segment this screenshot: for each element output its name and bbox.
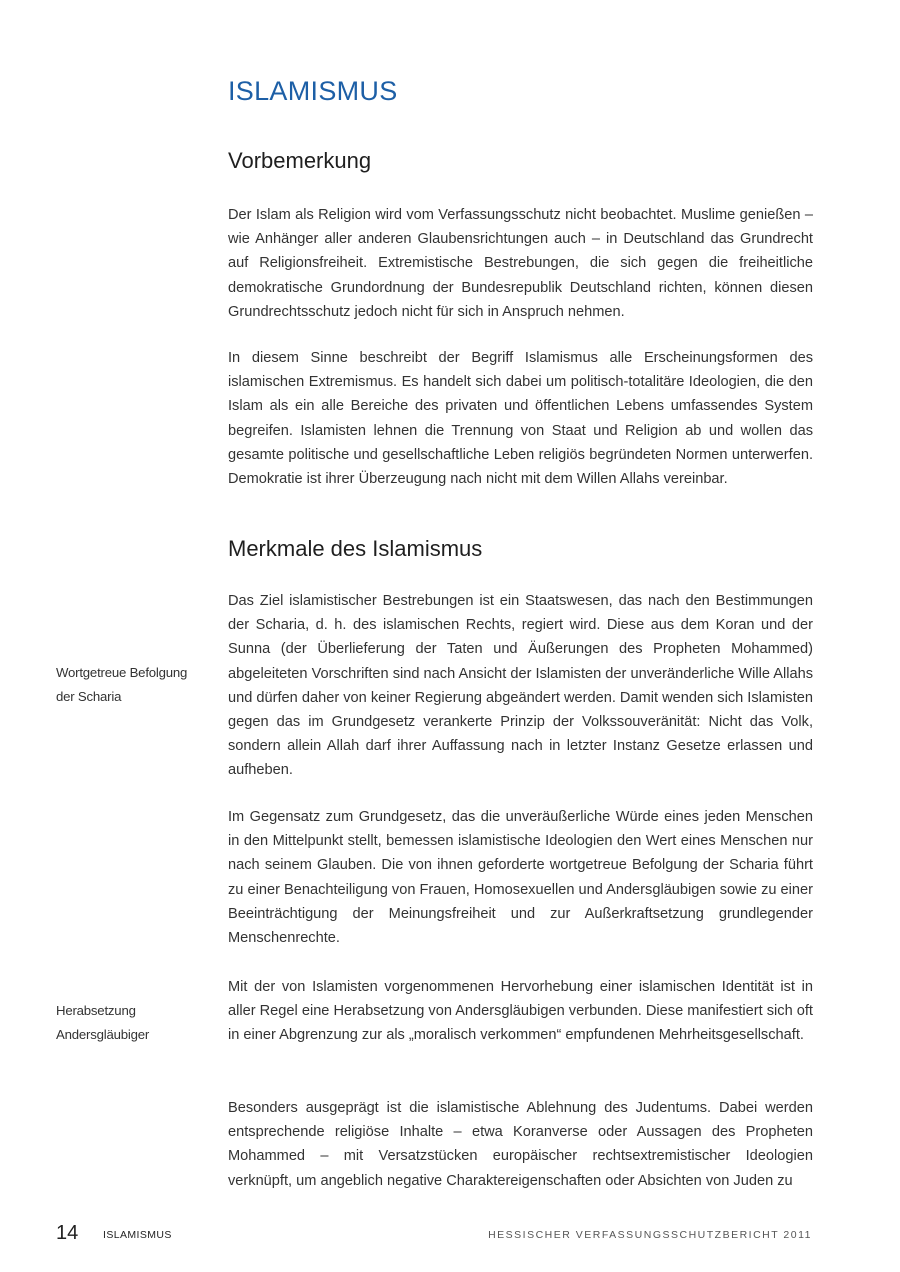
margin-note-scharia xyxy=(56,661,206,709)
section-heading-merkmale: Merkmale des Islamismus xyxy=(228,536,483,561)
paragraph: Im Gegensatz zum Grundgesetz, das die unveräußerliche Würde eines jeden Menschen in den Mittelpunkt stellt, bemessen islamistische Ideologien den Wert eines Menschen nur nach seinem Glauben. Die von ihnen geforderte wortgetreue Befolgung der Scharia führt zu einer Benachteiligung von Frauen, Homosexuellen und Andersgläubigen sowie zu einer Beeinträchtigung der Meinungsfreiheit und zur Außerkraftsetzung grundlegender Menschenrechte. xyxy=(228,809,813,947)
page-number: 14 xyxy=(56,1222,79,1244)
margin-note-herabsetzung xyxy=(56,999,206,1047)
chapter-title: ISLAMISMUS xyxy=(228,76,398,106)
margin-note-line: Herabsetzung xyxy=(56,1003,136,1018)
page-footer xyxy=(0,1222,900,1252)
paragraph: Mit der von Islamisten vorgenommenen Hervorhebung einer islamischen Identität ist in aller Regel eine Herabsetzung von Andersgläubigen verbunden. Diese manifestiert sich oft in einer Abgrenzung zur als „moralisch verkommen“ empfundenen Mehrheitsgesellschaft. xyxy=(228,979,813,1044)
paragraph: In diesem Sinne beschreibt der Begriff Islamismus alle Erscheinungsformen des islamischen Extremismus. Es handelt sich dabei um politisch-totalitäre Ideologien, die den Islam als ein alle Bereiche des privaten und öffentlichen Lebens umfassendes System begreifen. Islamisten lehnen die Trennung von Staat und Religion ab und wollen das gesamte politische und gesellschaftliche Leben religiös begründeten Normen unterwerfen. Demokratie ist ihrer Überzeugung nach nicht mit dem Willen Allahs vereinbar. xyxy=(228,350,813,488)
margin-note-line: Andersgläubiger xyxy=(56,1026,150,1042)
paragraph: Besonders ausgeprägt ist die islamistische Ablehnung des Judentums. Dabei werden entsprechende religiöse Inhalte – etwa Koranverse oder Aussagen des Propheten Mohammed – mit Versatzstücken europäischer rechtsextremistischer Ideologien verknüpft, um angeblich negative Charaktereigenschaften oder Absichten von Juden zu xyxy=(228,1100,813,1189)
margin-note-line: Wortgetreue Befolgung xyxy=(56,665,188,680)
paragraph: Der Islam als Religion wird vom Verfassungsschutz nicht beobachtet. Muslime genießen – wie Anhänger aller anderen Glaubensrichtungen auch – in Deutschland das Grundrecht auf Religionsfreiheit. Extremistische Bestrebungen, die sich gegen die freiheitliche demokratische Grundordnung der Bundesrepublik Deutschland richten, können diesen Grundrechtsschutz jedoch nicht für sich in Anspruch nehmen. xyxy=(228,207,813,320)
paragraph: Das Ziel islamistischer Bestrebungen ist ein Staatswesen, das nach den Bestimmungen der Scharia, d. h. des islamischen Rechts, regiert wird. Diese aus dem Koran und der Sunna (der Überlieferung der Taten und Äußerungen des Propheten Mohammed) abgeleiteten Vorschriften sind nach Ansicht der Islamisten der unveränderliche Wille Allahs und dürfen daher von keiner Regierung abgeändert werden. Damit wenden sich Islamisten gegen das im Grundgesetz verankerte Prinzip der Volkssouveränität: Nicht das Volk, sondern allein Allah darf ihrer Auffassung nach in letzter Instanz Gesetze erlassen und aufheben. xyxy=(228,593,813,779)
margin-note-line: der Scharia xyxy=(56,688,122,704)
section-heading-vorbemerkung: Vorbemerkung xyxy=(228,148,372,173)
footer-section-label: ISLAMISMUS xyxy=(103,1229,172,1241)
footer-publication-title: HESSISCHER VERFASSUNGSSCHUTZBERICHT 2011 xyxy=(488,1229,812,1241)
